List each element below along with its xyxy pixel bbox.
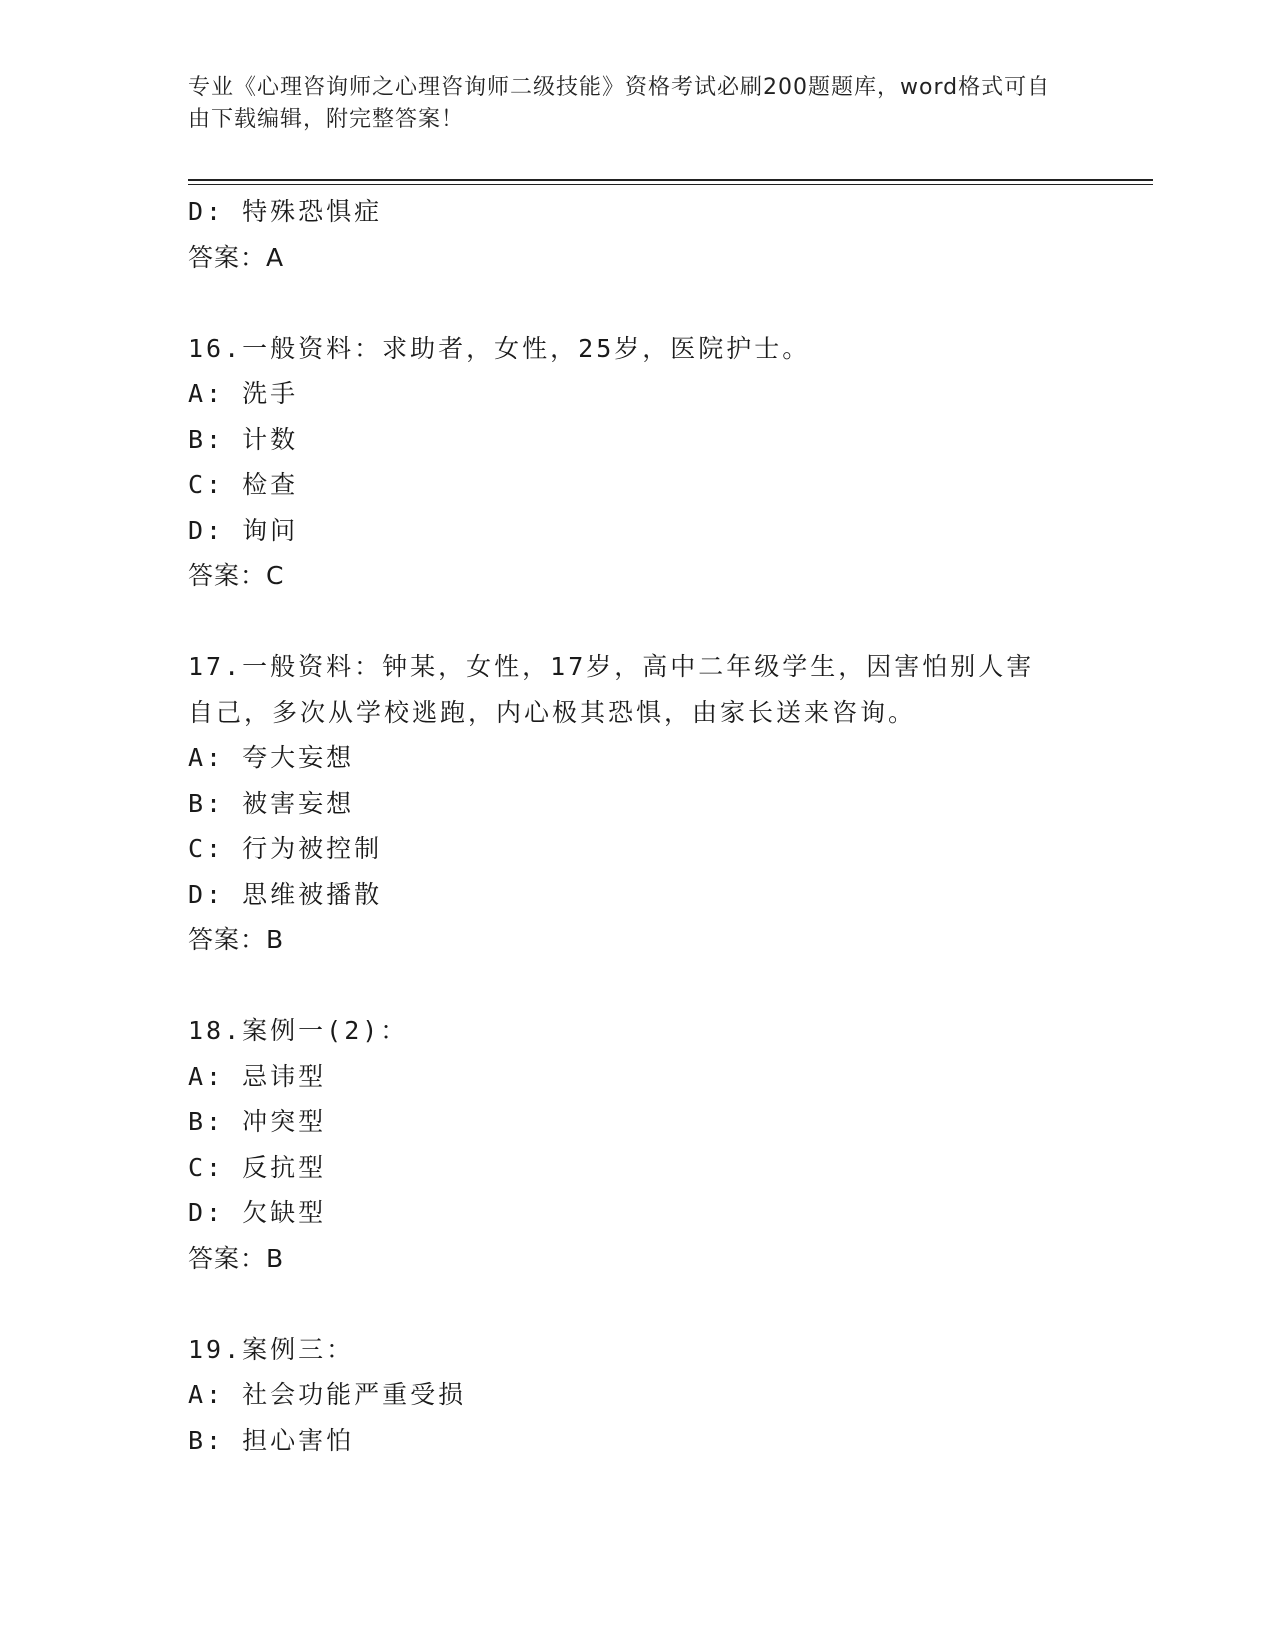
option-c: C: 反抗型 — [188, 1152, 327, 1182]
header-title: 专业《心理咨询师之心理咨询师二级技能》资格考试必刷200题题库，word格式可自由下载编辑，附完整答案！ — [188, 75, 1051, 132]
option-c: C: 行为被控制 — [188, 834, 383, 863]
question-stem: 19.案例三： — [188, 1334, 355, 1364]
spacer — [188, 280, 1088, 326]
option-a: A: 社会功能严重受损 — [188, 1380, 467, 1409]
option-b: B: 冲突型 — [188, 1107, 327, 1136]
question-18 — [188, 1008, 1088, 1281]
spacer — [188, 599, 1088, 645]
question-17 — [188, 644, 1088, 963]
header-rule-thick — [188, 179, 1153, 181]
answer-label: 答案：C — [188, 561, 285, 590]
document-header — [188, 72, 1068, 136]
question-15 — [188, 189, 1088, 280]
option-b: B: 计数 — [188, 424, 299, 454]
answer-label: 答案：A — [188, 242, 285, 272]
question-list — [188, 189, 1088, 1463]
option-c: C: 检查 — [188, 470, 299, 499]
option-a: A: 洗手 — [188, 379, 299, 408]
option-d: D: 欠缺型 — [188, 1198, 327, 1227]
answer-label: 答案：B — [188, 1243, 285, 1273]
option-d: D: 思维被播散 — [188, 879, 383, 909]
question-19 — [188, 1327, 1088, 1464]
option-a: A: 忌讳型 — [188, 1061, 327, 1091]
answer-label: 答案：B — [188, 925, 285, 954]
option-a: A: 夸大妄想 — [188, 743, 355, 772]
question-stem: 16.一般资料：求助者，女性，25岁，医院护士。 — [188, 333, 811, 363]
option-b: B: 被害妄想 — [188, 788, 355, 818]
question-stem: 17.一般资料：钟某，女性，17岁，高中二年级学生，因害怕别人害自己，多次从学校逃跑，内心极其恐惧，由家长送来咨询。 — [188, 652, 1035, 727]
spacer — [188, 963, 1088, 1009]
question-16 — [188, 326, 1088, 599]
header-rule-thin — [188, 184, 1153, 185]
option-d: D: 询问 — [188, 515, 299, 545]
option-b: B: 担心害怕 — [188, 1425, 355, 1455]
option-d: D: 特殊恐惧症 — [188, 197, 383, 226]
spacer — [188, 1281, 1088, 1327]
question-stem: 18.案例一(2)： — [188, 1016, 409, 1045]
